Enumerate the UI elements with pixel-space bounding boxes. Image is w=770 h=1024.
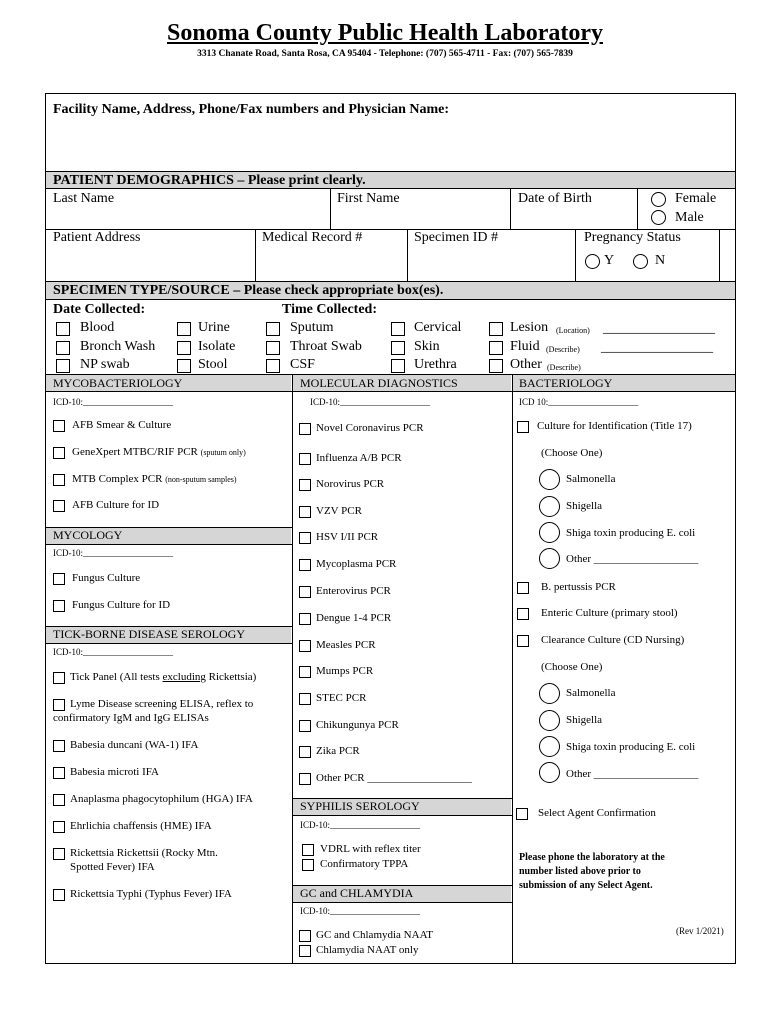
fluid-describe-field[interactable]: ________________: [601, 340, 713, 355]
lyme-label-line2: confirmatory IgM and IgG ELISAs: [53, 712, 209, 724]
tick-icd-field[interactable]: ICD-10:____________________: [53, 647, 173, 657]
mycobacteriology-heading: MYCOBACTERIOLOGY: [53, 376, 183, 390]
sputum-label: Sputum: [290, 320, 334, 335]
coronavirus-checkbox[interactable]: [299, 423, 311, 435]
stool-label: Stool: [198, 357, 228, 372]
salmonella-radio-1[interactable]: [539, 469, 560, 490]
male-label: Male: [675, 210, 704, 225]
select-agent-checkbox[interactable]: [516, 808, 528, 820]
chlamydia-naat-label: Chlamydia NAAT only: [316, 944, 419, 956]
salmonella-radio-2[interactable]: [539, 683, 560, 704]
lab-title: Sonoma County Public Health Laboratory: [166, 20, 604, 46]
lab-address: 3313 Chanate Road, Santa Rosa, CA 95404 - Telephone: (707) 565-4711 - Fax: (707) 565-7839: [197, 49, 573, 59]
clearance-checkbox[interactable]: [517, 635, 529, 647]
select-agent-label: Select Agent Confirmation: [538, 807, 656, 819]
enterovirus-label: Enterovirus PCR: [316, 585, 391, 597]
chikungunya-checkbox[interactable]: [299, 720, 311, 732]
fungus-culture-checkbox[interactable]: [53, 573, 65, 585]
tick-panel-label: Tick Panel (All tests: [70, 671, 163, 683]
other-label-1: Other ___________________: [566, 553, 699, 565]
medical-record-field[interactable]: Medical Record #: [262, 230, 363, 245]
enteric-label: Enteric Culture (primary stool): [541, 607, 678, 619]
demographics-heading: PATIENT DEMOGRAPHICS – Please print clearly.: [53, 173, 366, 188]
stec-checkbox[interactable]: [299, 693, 311, 705]
bacteriology-heading: BACTERIOLOGY: [519, 376, 613, 390]
urethra-label: Urethra: [414, 357, 457, 372]
tick-borne-heading: TICK-BORNE DISEASE SEROLOGY: [53, 627, 245, 641]
clearance-label: Clearance Culture (CD Nursing): [541, 634, 685, 646]
rickettsii-checkbox[interactable]: [53, 848, 65, 860]
vzv-checkbox[interactable]: [299, 506, 311, 518]
urine-label: Urine: [198, 320, 230, 335]
afb-smear-label: AFB Smear & Culture: [72, 419, 172, 431]
anaplasma-checkbox[interactable]: [53, 794, 65, 806]
gc-naat-checkbox[interactable]: [299, 930, 311, 942]
myco-icd-field[interactable]: ICD-10:____________________: [53, 397, 173, 407]
influenza-label: Influenza A/B PCR: [316, 452, 402, 464]
culture-id-label: Culture for Identification (Title 17): [537, 420, 692, 432]
gc-chlamydia-heading: GC and CHLAMYDIA: [300, 886, 414, 900]
genexpert-checkbox[interactable]: [53, 447, 65, 459]
select-agent-note-line1: Please phone the laboratory at the: [519, 852, 665, 863]
typhi-checkbox[interactable]: [53, 889, 65, 901]
specimen-id-field[interactable]: Specimen ID #: [414, 230, 498, 245]
fungus-culture-label: Fungus Culture: [72, 572, 141, 584]
date-collected-label[interactable]: Date Collected:: [53, 302, 146, 317]
blood-checkbox[interactable]: [56, 322, 70, 336]
salmonella-label-1: Salmonella: [566, 473, 616, 485]
patient-address-field[interactable]: Patient Address: [53, 230, 141, 245]
urine-checkbox[interactable]: [177, 322, 191, 336]
genexpert-label: GeneXpert MTBC/RIF PCR: [72, 446, 198, 458]
dob-field[interactable]: Date of Birth: [518, 191, 592, 206]
blood-label: Blood: [80, 320, 115, 335]
hsv-checkbox[interactable]: [299, 532, 311, 544]
influenza-checkbox[interactable]: [299, 453, 311, 465]
other-radio-1[interactable]: [539, 548, 560, 569]
revision-label: (Rev 1/2021): [676, 926, 724, 936]
stec-radio-1[interactable]: [539, 522, 560, 543]
first-name-field[interactable]: First Name: [337, 191, 400, 206]
other-pcr-label: Other PCR ___________________: [316, 772, 472, 784]
genexpert-note: (sputum only): [200, 448, 246, 457]
choose-one-label-1: (Choose One): [541, 447, 603, 459]
tick-panel-label-end: Rickettsia): [205, 671, 257, 683]
shigella-radio-2[interactable]: [539, 710, 560, 731]
other-specimen-label: Other: [510, 357, 542, 372]
coronavirus-label: Novel Coronavirus PCR: [316, 422, 424, 434]
tppa-label: Confirmatory TPPA: [320, 858, 409, 870]
urethra-checkbox[interactable]: [391, 359, 405, 373]
shigella-radio-1[interactable]: [539, 496, 560, 517]
isolate-checkbox[interactable]: [177, 341, 191, 355]
select-agent-note-line2: number listed above prior to: [519, 866, 641, 877]
specimen-heading: SPECIMEN TYPE/SOURCE – Please check appropriate box(es).: [53, 283, 444, 298]
stec-label: STEC PCR: [316, 692, 367, 704]
last-name-field[interactable]: Last Name: [53, 191, 115, 206]
stool-checkbox[interactable]: [177, 359, 191, 373]
pregnancy-status-label: Pregnancy Status: [584, 230, 681, 245]
tppa-checkbox[interactable]: [302, 859, 314, 871]
typhi-label: Rickettsia Typhi (Typhus Fever) IFA: [70, 888, 232, 900]
rickettsii-label-line2: Spotted Fever) IFA: [70, 861, 155, 873]
hsv-label: HSV I/II PCR: [316, 531, 379, 543]
np-swab-label: NP swab: [80, 357, 130, 372]
enteric-checkbox[interactable]: [517, 608, 529, 620]
lyme-checkbox[interactable]: [53, 699, 65, 711]
molecular-heading: MOLECULAR DIAGNOSTICS: [300, 376, 458, 390]
bronch-wash-checkbox[interactable]: [56, 341, 70, 355]
sputum-checkbox[interactable]: [266, 322, 280, 336]
male-radio[interactable]: [651, 210, 666, 225]
measles-checkbox[interactable]: [299, 640, 311, 652]
female-label: Female: [675, 191, 717, 206]
babesia-duncani-label: Babesia duncani (WA-1) IFA: [70, 739, 199, 751]
babesia-microti-label: Babesia microti IFA: [70, 766, 159, 778]
anaplasma-label: Anaplasma phagocytophilum (HGA) IFA: [70, 793, 253, 805]
pregnancy-yes-radio[interactable]: [585, 254, 600, 269]
bronch-wash-label: Bronch Wash: [80, 339, 156, 354]
throat-swab-label: Throat Swab: [290, 339, 362, 354]
lesion-label: Lesion: [510, 320, 549, 335]
fluid-label: Fluid: [510, 339, 540, 354]
female-radio[interactable]: [651, 192, 666, 207]
salmonella-label-2: Salmonella: [566, 687, 616, 699]
skin-label: Skin: [414, 339, 440, 354]
other-label-2: Other ___________________: [566, 768, 699, 780]
skin-checkbox[interactable]: [391, 341, 405, 355]
pregnancy-no-radio[interactable]: [633, 254, 648, 269]
gc-icd-field[interactable]: ICD-10:____________________: [300, 906, 420, 916]
fungus-culture-id-label: Fungus Culture for ID: [72, 599, 171, 611]
select-agent-note-line3: submission of any Select Agent.: [519, 880, 653, 891]
cervical-label: Cervical: [414, 320, 462, 335]
mumps-label: Mumps PCR: [316, 665, 374, 677]
csf-label: CSF: [290, 357, 315, 372]
mycoplasma-label: Mycoplasma PCR: [316, 558, 397, 570]
pertussis-checkbox[interactable]: [517, 582, 529, 594]
tick-panel-checkbox[interactable]: [53, 672, 65, 684]
syphilis-heading: SYPHILIS SEROLOGY: [300, 799, 420, 813]
norovirus-label: Norovirus PCR: [316, 478, 385, 490]
norovirus-checkbox[interactable]: [299, 479, 311, 491]
fluid-describe-hint: (Describe): [546, 345, 580, 354]
choose-one-label-2: (Choose One): [541, 661, 603, 673]
fluid-checkbox[interactable]: [489, 341, 503, 355]
afb-smear-checkbox[interactable]: [53, 420, 65, 432]
enterovirus-checkbox[interactable]: [299, 586, 311, 598]
facility-label: Facility Name, Address, Phone/Fax numbers and Physician Name:: [53, 102, 450, 117]
np-swab-checkbox[interactable]: [56, 359, 70, 373]
lesion-location-field[interactable]: ________________: [603, 321, 715, 336]
vdrl-checkbox[interactable]: [302, 844, 314, 856]
shigella-label-1: Shigella: [566, 500, 603, 512]
csf-checkbox[interactable]: [266, 359, 280, 373]
mtb-complex-note: (non-sputum samples): [165, 475, 237, 484]
zika-label: Zika PCR: [316, 745, 360, 757]
molecular-icd-field[interactable]: ICD-10:____________________: [310, 397, 430, 407]
bact-icd-field[interactable]: ICD 10:____________________: [519, 397, 639, 407]
afb-culture-id-label: AFB Culture for ID: [72, 499, 160, 511]
ehrlichia-label: Ehrlichia chaffensis (HME) IFA: [70, 820, 212, 832]
other-pcr-checkbox[interactable]: [299, 773, 311, 785]
stec-label-1: Shiga toxin producing E. coli: [566, 527, 696, 539]
other-radio-2[interactable]: [539, 762, 560, 783]
mumps-checkbox[interactable]: [299, 666, 311, 678]
stec-label-2: Shiga toxin producing E. coli: [566, 741, 696, 753]
syphilis-icd-field[interactable]: ICD-10:____________________: [300, 820, 420, 830]
pregnancy-no-label: N: [655, 253, 666, 268]
culture-id-checkbox[interactable]: [517, 421, 529, 433]
chlamydia-naat-checkbox[interactable]: [299, 945, 311, 957]
cervical-checkbox[interactable]: [391, 322, 405, 336]
time-collected-label[interactable]: Time Collected:: [282, 302, 377, 317]
dengue-label: Dengue 1-4 PCR: [316, 612, 392, 624]
ehrlichia-checkbox[interactable]: [53, 821, 65, 833]
fungus-culture-id-checkbox[interactable]: [53, 600, 65, 612]
dengue-checkbox[interactable]: [299, 613, 311, 625]
lesion-location-hint: (Location): [556, 326, 590, 335]
mtb-complex-checkbox[interactable]: [53, 474, 65, 486]
tick-panel-excluding: excluding: [162, 671, 206, 683]
other-specimen-checkbox[interactable]: [489, 359, 503, 373]
mycology-heading: MYCOLOGY: [53, 528, 123, 542]
zika-checkbox[interactable]: [299, 746, 311, 758]
mtb-complex-label: MTB Complex PCR: [72, 473, 163, 485]
babesia-duncani-checkbox[interactable]: [53, 740, 65, 752]
pertussis-label: B. pertussis PCR: [541, 581, 616, 593]
isolate-label: Isolate: [198, 339, 236, 354]
stec-radio-2[interactable]: [539, 736, 560, 757]
lyme-label-line1: Lyme Disease screening ELISA, reflex to: [70, 698, 254, 710]
mycology-icd-field[interactable]: ICD-10:____________________: [53, 548, 173, 558]
shigella-label-2: Shigella: [566, 714, 603, 726]
afb-culture-id-checkbox[interactable]: [53, 500, 65, 512]
vdrl-label: VDRL with reflex titer: [320, 843, 421, 855]
other-describe-hint: (Describe): [547, 363, 581, 372]
pregnancy-yes-label: Y: [604, 253, 615, 268]
gc-naat-label: GC and Chlamydia NAAT: [316, 929, 434, 941]
rickettsii-label-line1: Rickettsia Rickettsii (Rocky Mtn.: [70, 847, 218, 859]
mycoplasma-checkbox[interactable]: [299, 559, 311, 571]
measles-label: Measles PCR: [316, 639, 376, 651]
babesia-microti-checkbox[interactable]: [53, 767, 65, 779]
vzv-label: VZV PCR: [316, 505, 362, 517]
lesion-checkbox[interactable]: [489, 322, 503, 336]
throat-swab-checkbox[interactable]: [266, 341, 280, 355]
chikungunya-label: Chikungunya PCR: [316, 719, 399, 731]
